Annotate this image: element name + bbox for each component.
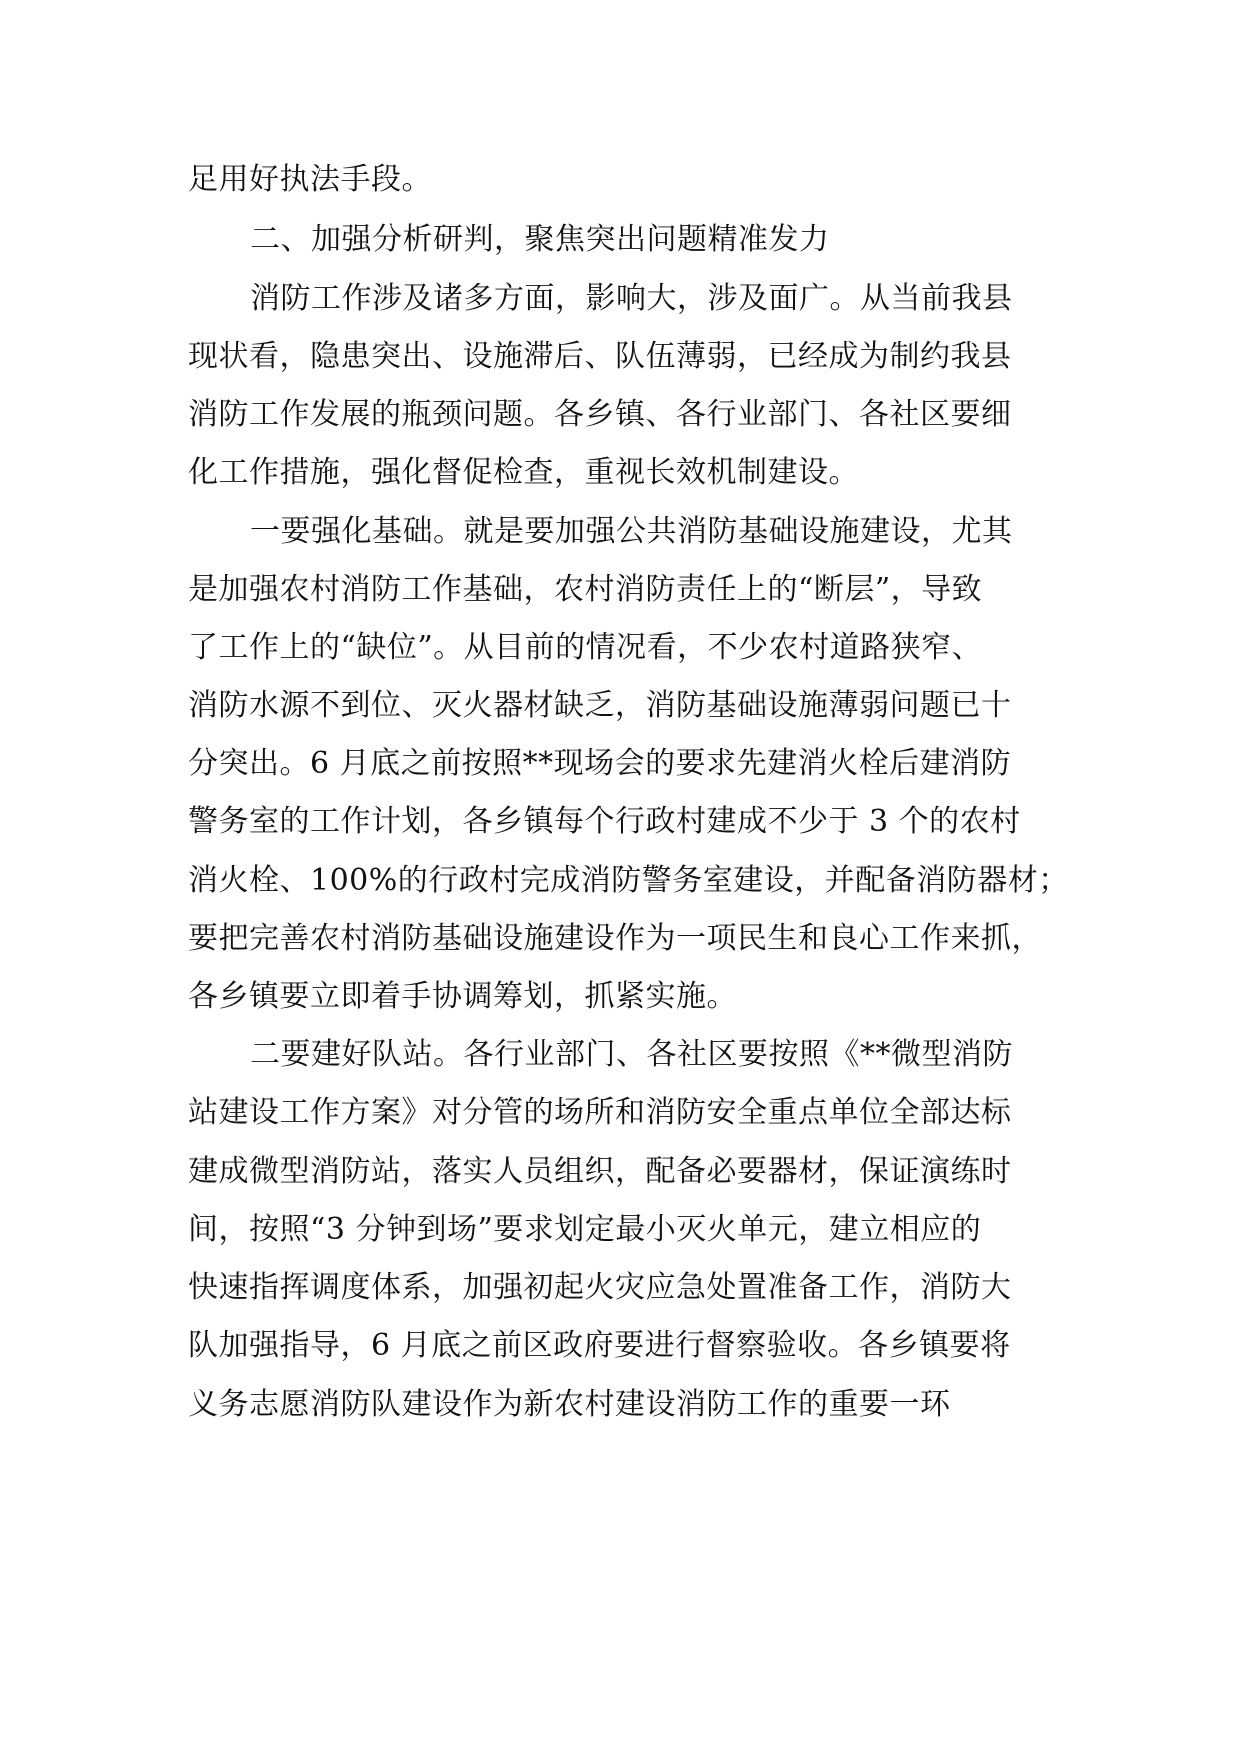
text-line-16: 二要建好队站。各行业部门、各社区要按照《**微型消防 [250, 1037, 1013, 1072]
text-line-19: 间，按照“3 分钟到场”要求划定最小灭火单元，建立相应的 [188, 1212, 982, 1247]
text-line-22: 义务志愿消防队建设作为新农村建设消防工作的重要一环 [188, 1387, 951, 1422]
text-line-15: 各乡镇要立即着手协调筹划，抓紧实施。 [188, 979, 737, 1014]
text-line-6: 化工作措施，强化督促检查，重视长效机制建设。 [188, 455, 859, 490]
text-line-9: 了工作上的“缺位”。从目前的情况看，不少农村道路狭窄、 [188, 630, 983, 665]
text-line-8: 是加强农村消防工作基础，农村消防责任上的“断层”，导致 [188, 572, 983, 607]
text-line-14: 要把完善农村消防基础设施建设作为一项民生和良心工作来抓， [188, 921, 1042, 956]
text-line-1: 足用好执法手段。 [188, 162, 432, 197]
text-line-3: 消防工作涉及诸多方面，影响大，涉及面广。从当前我县 [250, 281, 1013, 316]
text-line-12: 警务室的工作计划，各乡镇每个行政村建成不少于 3 个的农村 [188, 804, 1021, 839]
text-line-18: 建成微型消防站，落实人员组织，配备必要器材，保证演练时 [188, 1154, 1012, 1189]
text-line-7: 一要强化基础。就是要加强公共消防基础设施建设，尤其 [250, 514, 1013, 549]
text-line-11: 分突出。6 月底之前按照**现场会的要求先建消火栓后建消防 [188, 746, 1012, 781]
text-line-4: 现状看，隐患突出、设施滞后、队伍薄弱，已经成为制约我县 [188, 339, 1012, 374]
text-line-13: 消火栓、100%的行政村完成消防警务室建设，并配备消防器材； [188, 863, 1069, 898]
text-line-10: 消防水源不到位、灭火器材缺乏，消防基础设施薄弱问题已十 [188, 688, 1012, 723]
section-heading: 二、加强分析研判，聚焦突出问题精准发力 [250, 222, 830, 257]
text-line-17: 站建设工作方案》对分管的场所和消防安全重点单位全部达标 [188, 1095, 1012, 1130]
text-line-20: 快速指挥调度体系，加强初起火灾应急处置准备工作，消防大 [188, 1270, 1012, 1305]
text-line-5: 消防工作发展的瓶颈问题。各乡镇、各行业部门、各社区要细 [188, 397, 1012, 432]
text-line-21: 队加强指导，6 月底之前区政府要进行督察验收。各乡镇要将 [188, 1328, 1011, 1363]
